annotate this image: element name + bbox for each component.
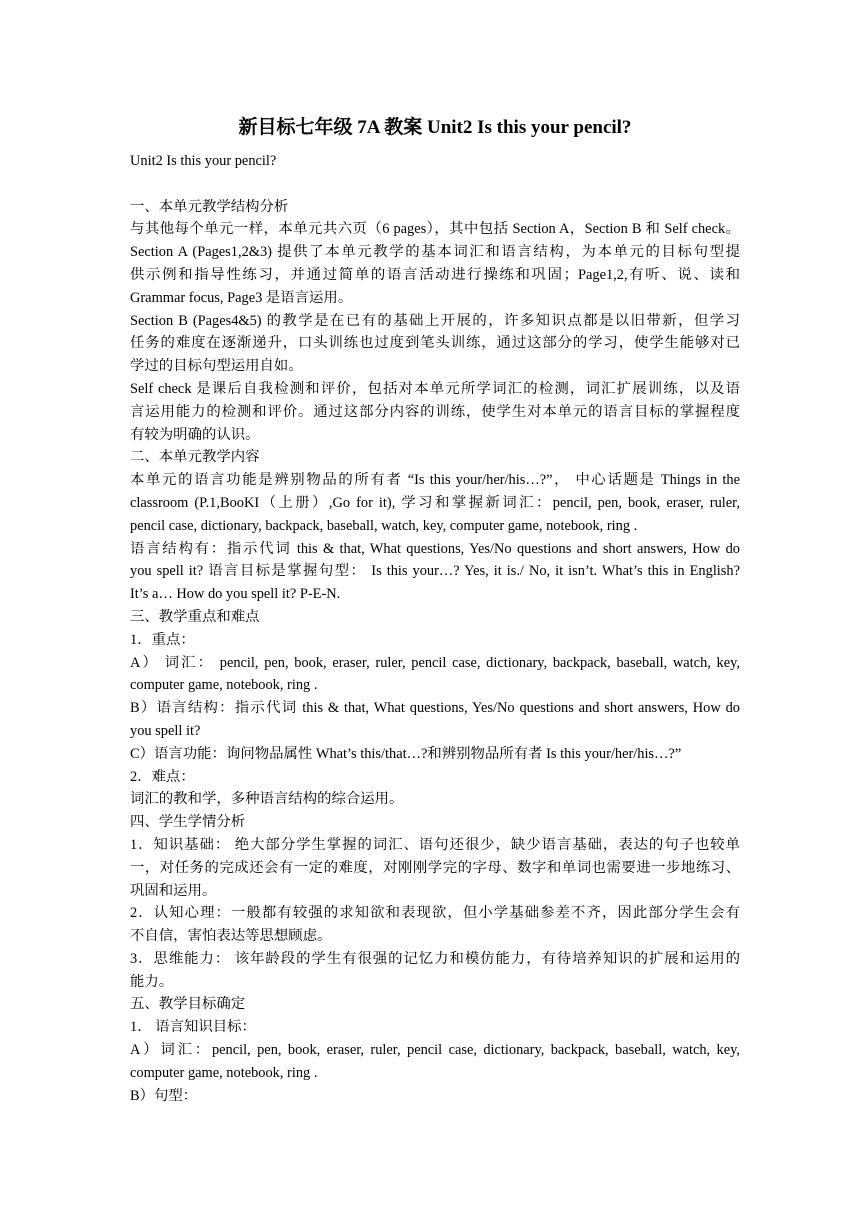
text-line: 词汇的教和学，多种语言结构的综合运用。: [130, 791, 404, 808]
text-line: 2．认知心理：一般都有较强的求知欲和表现欲，但小学基础参差不齐，因此部分学生会有: [130, 905, 740, 922]
text-line: 三、教学重点和难点: [130, 608, 260, 625]
text-line: B）句型：: [130, 1087, 198, 1104]
document-title: 新目标七年级 7A 教案 Unit2 Is this your pencil?: [238, 117, 632, 138]
text-line: A）词汇：pencil, pen, book, eraser, ruler, pencil case, dictionary, backpack, baseball, watch, key,: [130, 1042, 740, 1059]
text-line: Section B (Pages4&5) 的教学是在已有的基础上开展的，许多知识点都是以旧带新，但学习: [130, 312, 740, 329]
text-line: 一、本单元教学结构分析: [130, 198, 289, 215]
text-line: computer game, notebook, ring .: [130, 677, 318, 694]
text-line: 四、学生学情分析: [130, 814, 246, 831]
text-line: you spell it? 语言目标是掌握句型： Is this your…? Yes, it is./ No, it isn’t. What’s this in English?: [130, 563, 740, 580]
text-line: classroom (P.1,BooKI（上册）,Go for it), 学习和掌握新词汇：pencil, pen, book, eraser, ruler,: [130, 494, 740, 511]
text-line: It’s a… How do you spell it? P-E-N.: [130, 586, 341, 603]
text-line: 与其他每个单元一样，本单元共六页（6 pages），其中包括 Section A，Section B 和 Self check。: [130, 221, 740, 238]
text-line: B）语言结构：指示代词 this & that, What questions, Yes/No questions and short answers, How do: [130, 700, 740, 717]
text-line: 一，对任务的完成还会有一定的难度，对刚刚学完的字母、数字和单词也需要进一步地练习、: [130, 859, 740, 876]
text-line: Section A (Pages1,2&3) 提供了本单元教学的基本词汇和语言结构，为本单元的目标句型提: [130, 244, 740, 261]
blank-line: [130, 173, 740, 196]
text-line: 2．难点：: [130, 768, 195, 785]
text-line: 供示例和指导性练习，并通过简单的语言活动进行操练和巩固；Page1,2,有听、说、读和: [130, 266, 740, 283]
text-line: A） 词汇： pencil, pen, book, eraser, ruler, pencil case, dictionary, backpack, baseball, watch, key,: [130, 654, 740, 671]
text-line: 言运用能力的检测和评价。通过这部分内容的训练，使学生对本单元的语言目标的掌握程度: [130, 403, 740, 420]
text-line: C）语言功能：询问物品属性 What’s this/that…?和辨别物品所有者 Is this your/her/his…?”: [130, 745, 682, 762]
text-line: 有较为明确的认识。: [130, 426, 260, 443]
document-body: [130, 150, 740, 1107]
text-line: 1． 语言知识目标：: [130, 1019, 256, 1036]
text-line: 能力。: [130, 973, 174, 990]
text-line: 本单元的语言功能是辨别物品的所有者 “Is this your/her/his…?”， 中心话题是 Things in the: [130, 472, 740, 489]
text-line: 1．知识基础： 绝大部分学生掌握的词汇、语句还很少，缺少语言基础，表达的句子也较单: [130, 836, 740, 853]
document-page: [130, 114, 740, 1107]
text-line: pencil case, dictionary, backpack, baseball, watch, key, computer game, notebook, ring .: [130, 517, 638, 534]
text-line: 语言结构有：指示代词 this & that, What questions, Yes/No questions and short answers, How do: [130, 540, 740, 557]
text-line: 3．思维能力： 该年龄段的学生有很强的记忆力和模仿能力，有待培养知识的扩展和运用的: [130, 950, 740, 967]
text-line: 不自信，害怕表达等思想顾虑。: [130, 928, 332, 945]
text-line: Self check 是课后自我检测和评价，包括对本单元所学词汇的检测，词汇扩展训练，以及语: [130, 380, 740, 397]
text-line: 学过的目标句型运用自如。: [130, 358, 303, 375]
text-line: 1．重点：: [130, 631, 195, 648]
text-line: 任务的难度在逐渐递升，口头训练也过度到笔头训练，通过这部分的学习，使学生能够对已: [130, 335, 740, 352]
text-line: 二、本单元教学内容: [130, 449, 260, 466]
text-line: 五、教学目标确定: [130, 996, 246, 1013]
text-line: 巩固和运用。: [130, 882, 217, 899]
text-line: you spell it?: [130, 722, 201, 739]
text-line: Unit2 Is this your pencil?: [130, 153, 277, 169]
text-line: Grammar focus, Page3 是语言运用。: [130, 289, 353, 306]
text-line: computer game, notebook, ring .: [130, 1064, 318, 1081]
